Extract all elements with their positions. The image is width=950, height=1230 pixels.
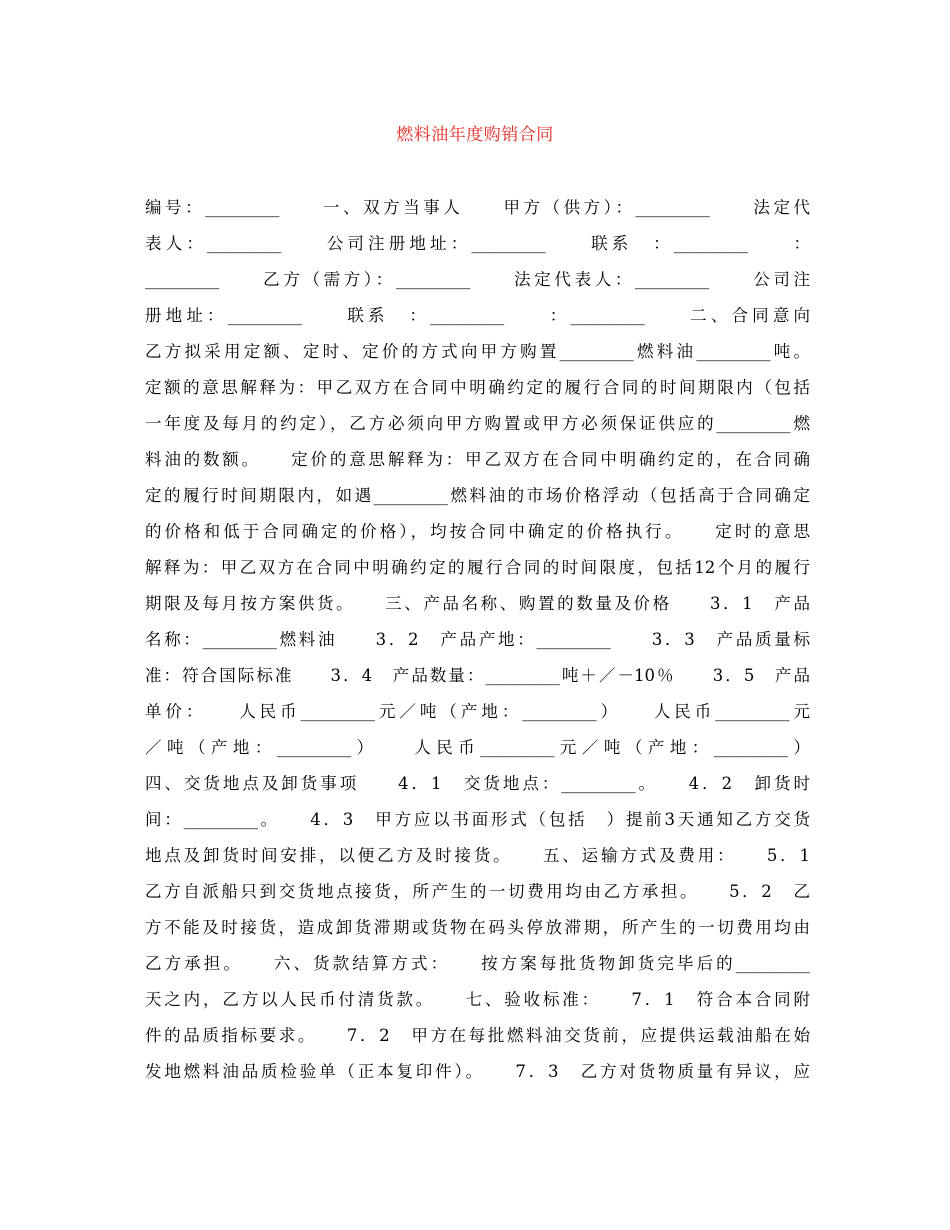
- body-line: 乙方承担。 六、货款结算方式： 按方案每批货物卸货完毕后的_________: [145, 954, 810, 973]
- body-line: 间：_________。 4．3 甲方应以书面形式（包括 ）提前3天通知乙方交货: [145, 810, 810, 829]
- body-line: 表人：_________ 公司注册地址：_________ 联系 ：_________ ：: [145, 234, 810, 253]
- body-line: 一年度及每月的约定），乙方必须向甲方购置或甲方必须保证供应的_________燃: [145, 414, 810, 433]
- body-line: 解释为：甲乙双方在合同中明确约定的履行合同的时间限度，包括12个月的履行: [145, 558, 810, 577]
- body-line: 编号：_________ 一、双方当事人 甲方（供方）：_________ 法定代: [145, 198, 810, 217]
- body-line: 四、交货地点及卸货事项 4．1 交货地点：_________。 4．2 卸货时: [145, 774, 810, 793]
- body-line: 方不能及时接货，造成卸货滞期或货物在码头停放滞期，所产生的一切费用均由: [145, 918, 810, 937]
- body-line: 的价格和低于合同确定的价格），均按合同中确定的价格执行。 定时的意思: [145, 522, 810, 541]
- body-line: _________ 乙方（需方）：_________ 法定代表人：_________ 公司注: [145, 270, 810, 289]
- body-line: 单价： 人民币_________元／吨（产地：_________） 人民币_________元: [145, 702, 810, 721]
- body-line: 地点及卸货时间安排，以便乙方及时接货。 五、运输方式及费用： 5．1: [145, 846, 810, 865]
- body-line: 定的履行时间期限内，如遇_________燃料油的市场价格浮动（包括高于合同确定: [145, 486, 810, 505]
- body-line: ／吨（产地：_________） 人民币_________元／吨（产地：_________）: [145, 738, 810, 757]
- body-line: 准：符合国际标准 3．4 产品数量：_________吨＋／－10％ 3．5 产品: [145, 666, 810, 685]
- body-line: 天之内，乙方以人民币付清货款。 七、验收标准： 7．1 符合本合同附: [145, 990, 810, 1009]
- document-title: 燃料油年度购销合同: [396, 125, 554, 145]
- body-line: 乙方自派船只到交货地点接货，所产生的一切费用均由乙方承担。 5．2 乙: [145, 882, 810, 901]
- body-line: 册地址：_________ 联系 ：_________ ：_________ 二、合同意向: [145, 306, 810, 325]
- body-line: 乙方拟采用定额、定时、定价的方式向甲方购置_________燃料油_________吨。: [145, 342, 810, 361]
- body-line: 件的品质指标要求。 7．2 甲方在每批燃料油交货前，应提供运载油船在始: [145, 1026, 810, 1045]
- body-line: 发地燃料油品质检验单（正本复印件）。 7．3 乙方对货物质量有异议，应: [145, 1062, 810, 1081]
- document-body: [145, 190, 810, 1090]
- body-line: 名称：_________燃料油 3．2 产品产地：_________ 3．3 产品质量标: [145, 630, 810, 649]
- body-line: 期限及每月按方案供货。 三、产品名称、购置的数量及价格 3．1 产品: [145, 594, 810, 613]
- body-line: 料油的数额。 定价的意思解释为：甲乙双方在合同中明确约定的，在合同确: [145, 450, 810, 469]
- body-line: 定额的意思解释为：甲乙双方在合同中明确约定的履行合同的时间期限内（包括: [145, 378, 810, 397]
